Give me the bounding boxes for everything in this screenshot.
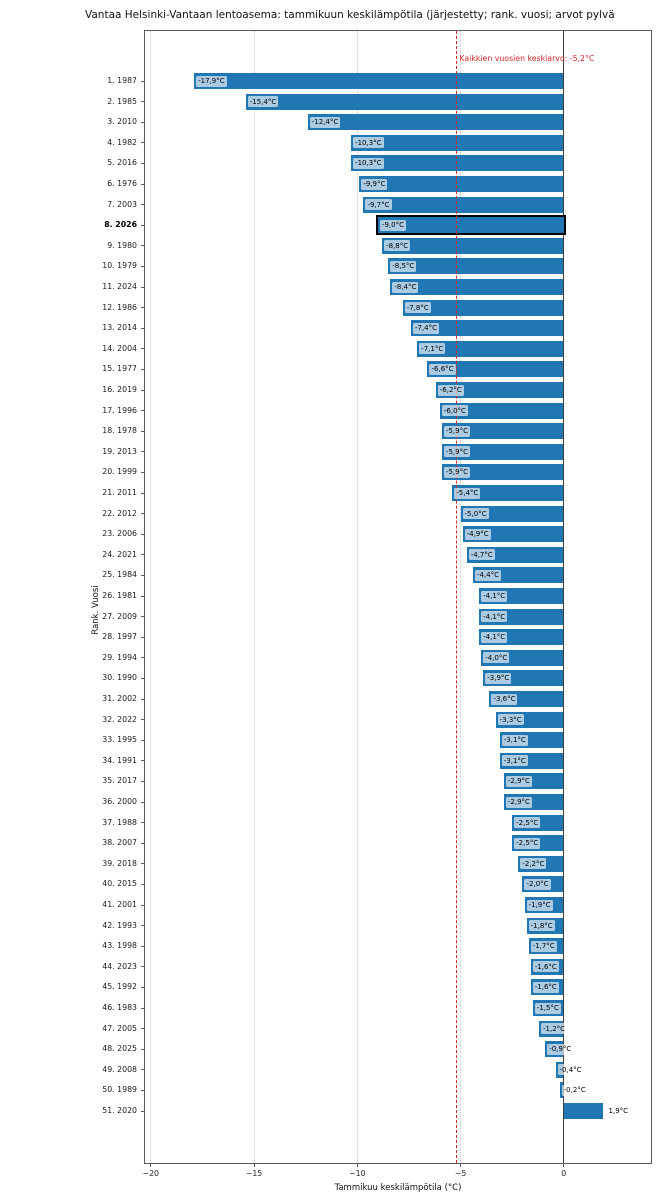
y-tick [141, 142, 145, 143]
row-label: 9. 1980 [107, 240, 137, 250]
y-tick [141, 760, 145, 761]
bar-value-label: -5,9°C [445, 447, 468, 456]
zero-axis-line [563, 31, 564, 1163]
row-label: 32. 2022 [102, 714, 137, 724]
y-tick [141, 1090, 145, 1091]
y-tick [141, 122, 145, 123]
grid-line [254, 31, 255, 1163]
row-label: 16. 2019 [102, 385, 137, 394]
x-tick-label: −10 [349, 1169, 366, 1178]
row-label: 39. 2018 [102, 858, 137, 868]
bar-value-label: -5,4°C [456, 489, 479, 497]
row-label: 43. 1998 [102, 941, 137, 951]
bar-value-label: -5,9°C [445, 427, 468, 436]
row-label: 31. 2002 [102, 694, 137, 703]
row-label: 13. 2014 [102, 323, 137, 333]
bar-value-label: -4,1°C [483, 612, 506, 621]
bar-value-label: -9,0°C [381, 221, 404, 230]
bar [308, 114, 564, 130]
y-tick [141, 946, 145, 947]
y-tick [141, 390, 145, 391]
plot-area [102, 30, 652, 1178]
y-tick [141, 204, 145, 205]
bar-value-label: -1,6°C [534, 962, 557, 971]
y-tick [141, 884, 145, 885]
bar-value-label: -3,9°C [487, 674, 510, 683]
y-tick [141, 657, 145, 658]
y-tick [141, 307, 145, 308]
y-tick [141, 266, 145, 267]
y-tick [141, 184, 145, 185]
row-label: 14. 2004 [102, 343, 137, 353]
row-label: 48. 2025 [102, 1044, 137, 1054]
row-label: 5. 2016 [107, 158, 137, 168]
y-tick [141, 472, 145, 473]
bar-value-label: -2,9°C [507, 798, 530, 806]
row-label: 47. 2005 [102, 1023, 137, 1033]
x-tick [357, 1163, 358, 1167]
y-tick [141, 287, 145, 288]
bar-value-label: -2,5°C [516, 818, 539, 827]
bar-value-label: -7,1°C [421, 344, 444, 353]
row-label: 12. 1986 [102, 302, 137, 312]
row-label: 23. 2006 [102, 529, 137, 539]
bar-value-label: -2,2°C [522, 859, 545, 868]
bar-value-label: -4,4°C [476, 571, 499, 580]
mean-line [456, 31, 457, 1163]
row-label: 29. 1994 [102, 652, 137, 662]
y-tick [141, 1111, 145, 1112]
y-tick [141, 225, 145, 226]
y-tick [141, 637, 145, 638]
y-tick [141, 369, 145, 370]
bar-value-label: -3,3°C [499, 715, 522, 724]
bar-value-label: -1,8°C [530, 921, 553, 930]
bar-value-label: -10,3°C [355, 159, 382, 168]
row-label: 25. 1984 [102, 570, 137, 580]
bar-value-label: -3,1°C [503, 756, 526, 765]
row-label: 33. 1995 [102, 735, 137, 745]
y-tick [141, 1008, 145, 1009]
row-label: 45. 1992 [102, 982, 137, 992]
bar-value-label: -7,4°C [414, 324, 438, 333]
y-tick [141, 431, 145, 432]
row-label: 44. 2023 [102, 961, 137, 971]
bar-value-label: -1,7°C [532, 942, 555, 951]
bar-value-label: -4,1°C [483, 633, 506, 642]
bar-value-label: -0,4°C [559, 1065, 582, 1074]
bar [564, 1103, 603, 1119]
y-tick [141, 925, 145, 926]
bar-value-label: -1,9°C [528, 901, 551, 909]
row-label: 22. 2012 [102, 508, 137, 518]
bar-value-label: -6,2°C [439, 386, 462, 394]
bar [194, 73, 564, 89]
y-tick [141, 575, 145, 576]
row-label: 18. 1978 [102, 426, 137, 436]
row-label: 10. 1979 [102, 261, 137, 271]
bar-value-label: -5,0°C [464, 509, 487, 518]
bar-value-label: -4,9°C [466, 530, 489, 539]
row-label: 17. 1996 [102, 405, 137, 415]
y-tick [141, 678, 145, 679]
bar-value-label: -9,7°C [367, 200, 390, 209]
x-tick-label: −5 [454, 1169, 467, 1178]
y-tick [141, 534, 145, 535]
y-tick [141, 905, 145, 906]
bar [363, 197, 563, 213]
row-label: 35. 2017 [102, 776, 137, 786]
y-tick [141, 328, 145, 329]
bar-value-label: -17,9°C [198, 77, 225, 85]
y-tick [141, 1049, 145, 1050]
row-label: 51. 2020 [102, 1106, 137, 1115]
bar-value-label: -3,1°C [503, 736, 526, 745]
y-tick [141, 843, 145, 844]
bar-value-label: -12,4°C [311, 118, 339, 127]
grid-line [150, 31, 151, 1163]
bar-value-label: -0,2°C [563, 1086, 586, 1095]
row-label: 30. 1990 [102, 673, 137, 683]
bar-value-label: -6,6°C [431, 365, 454, 374]
bar [246, 94, 564, 110]
bar-value-label: -0,9°C [549, 1045, 572, 1054]
bar-value-label: -8,8°C [386, 241, 409, 250]
row-label: 11. 2024 [102, 282, 137, 291]
bar-value-label: -5,9°C [445, 468, 468, 477]
y-tick [141, 966, 145, 967]
x-tick [563, 1163, 564, 1167]
row-label: 26. 1981 [102, 591, 137, 600]
bar-value-label: -1,6°C [534, 983, 557, 992]
y-tick [141, 863, 145, 864]
row-label: 6. 1976 [107, 179, 137, 188]
bar-value-label: -8,5°C [392, 262, 415, 271]
row-label: 38. 2007 [102, 838, 137, 848]
bar-value-label: -4,7°C [470, 550, 493, 559]
row-label: 15. 1977 [102, 364, 137, 374]
row-label: 40. 2015 [102, 879, 137, 889]
row-label: 7. 2003 [107, 199, 137, 209]
y-tick [141, 101, 145, 102]
row-label: 1. 1987 [107, 76, 137, 85]
bar-value-label: -7,8°C [406, 303, 429, 312]
row-label: 27. 2009 [102, 611, 137, 621]
grid-line [357, 31, 358, 1163]
y-tick [141, 513, 145, 514]
row-label: 42. 1993 [102, 920, 137, 930]
row-label: 41. 2001 [102, 900, 137, 909]
bar-value-label: -4,0°C [485, 653, 508, 662]
bar-value-label: -3,6°C [493, 695, 516, 703]
bar [359, 176, 563, 192]
y-tick [141, 410, 145, 411]
x-tick-label: 0 [561, 1169, 567, 1178]
y-tick [141, 719, 145, 720]
bar-value-label: -15,4°C [249, 97, 277, 106]
bar-value-label: -1,2°C [543, 1024, 566, 1033]
row-label: 24. 2021 [102, 549, 137, 559]
y-tick [141, 163, 145, 164]
bar-value-label: -2,0°C [526, 880, 549, 889]
bar-value-label: -4,1°C [483, 592, 506, 600]
y-tick [141, 1028, 145, 1029]
bar-value-label: -10,3°C [355, 138, 382, 147]
x-tick-label: −20 [142, 1169, 160, 1178]
row-label: 36. 2000 [102, 797, 137, 806]
y-tick [141, 81, 145, 82]
row-label: 34. 1991 [102, 755, 137, 765]
mean-value-annotation: Kaikkien vuosien keskiarvo: -5,2°C [459, 54, 595, 63]
row-label: 2. 1985 [107, 96, 137, 106]
row-label: 4. 1982 [107, 137, 137, 147]
y-axis-label: Rank. Vuosi [91, 585, 101, 635]
bar-value-label: -2,9°C [507, 777, 530, 786]
x-tick [254, 1163, 255, 1167]
x-axis-label: Tammikuu keskilämpötila (°C) [334, 1183, 462, 1193]
y-tick [141, 987, 145, 988]
row-label: 21. 2011 [102, 488, 137, 497]
x-tick [150, 1163, 151, 1167]
bar-value-label: -9,9°C [363, 180, 386, 188]
bar-value-label: -6,0°C [443, 406, 466, 415]
y-tick [141, 781, 145, 782]
bar-value-label: -1,5°C [536, 1004, 559, 1012]
row-label: 3. 2010 [107, 117, 137, 127]
row-label: 46. 1983 [102, 1003, 137, 1012]
y-tick [141, 699, 145, 700]
y-tick [141, 616, 145, 617]
y-tick [141, 554, 145, 555]
y-tick [141, 245, 145, 246]
chart-title: Vantaa Helsinki-Vantaan lentoasema: tammikuun keskilämpötila (järjestetty; rank. vuosi; arvot pylvä [85, 9, 615, 21]
y-tick [141, 740, 145, 741]
row-label: 28. 1997 [102, 632, 137, 642]
row-label: 50. 1989 [102, 1085, 137, 1095]
row-label: 49. 2008 [102, 1064, 137, 1074]
y-tick [141, 493, 145, 494]
y-tick [141, 802, 145, 803]
x-tick-label: −15 [245, 1169, 263, 1178]
x-tick [460, 1163, 461, 1167]
y-tick [141, 348, 145, 349]
y-tick [141, 451, 145, 452]
row-label: 19. 2013 [102, 446, 137, 456]
bar-value-label: -8,4°C [394, 283, 417, 291]
bar-value-label: -2,5°C [516, 839, 539, 848]
y-tick [141, 1069, 145, 1070]
row-label: 8. 2026 [104, 220, 137, 230]
bar-value-label: 1,9°C [608, 1107, 629, 1115]
row-label: 37. 1988 [102, 817, 137, 827]
y-tick [141, 596, 145, 597]
row-label: 20. 1999 [102, 467, 137, 477]
y-tick [141, 822, 145, 823]
